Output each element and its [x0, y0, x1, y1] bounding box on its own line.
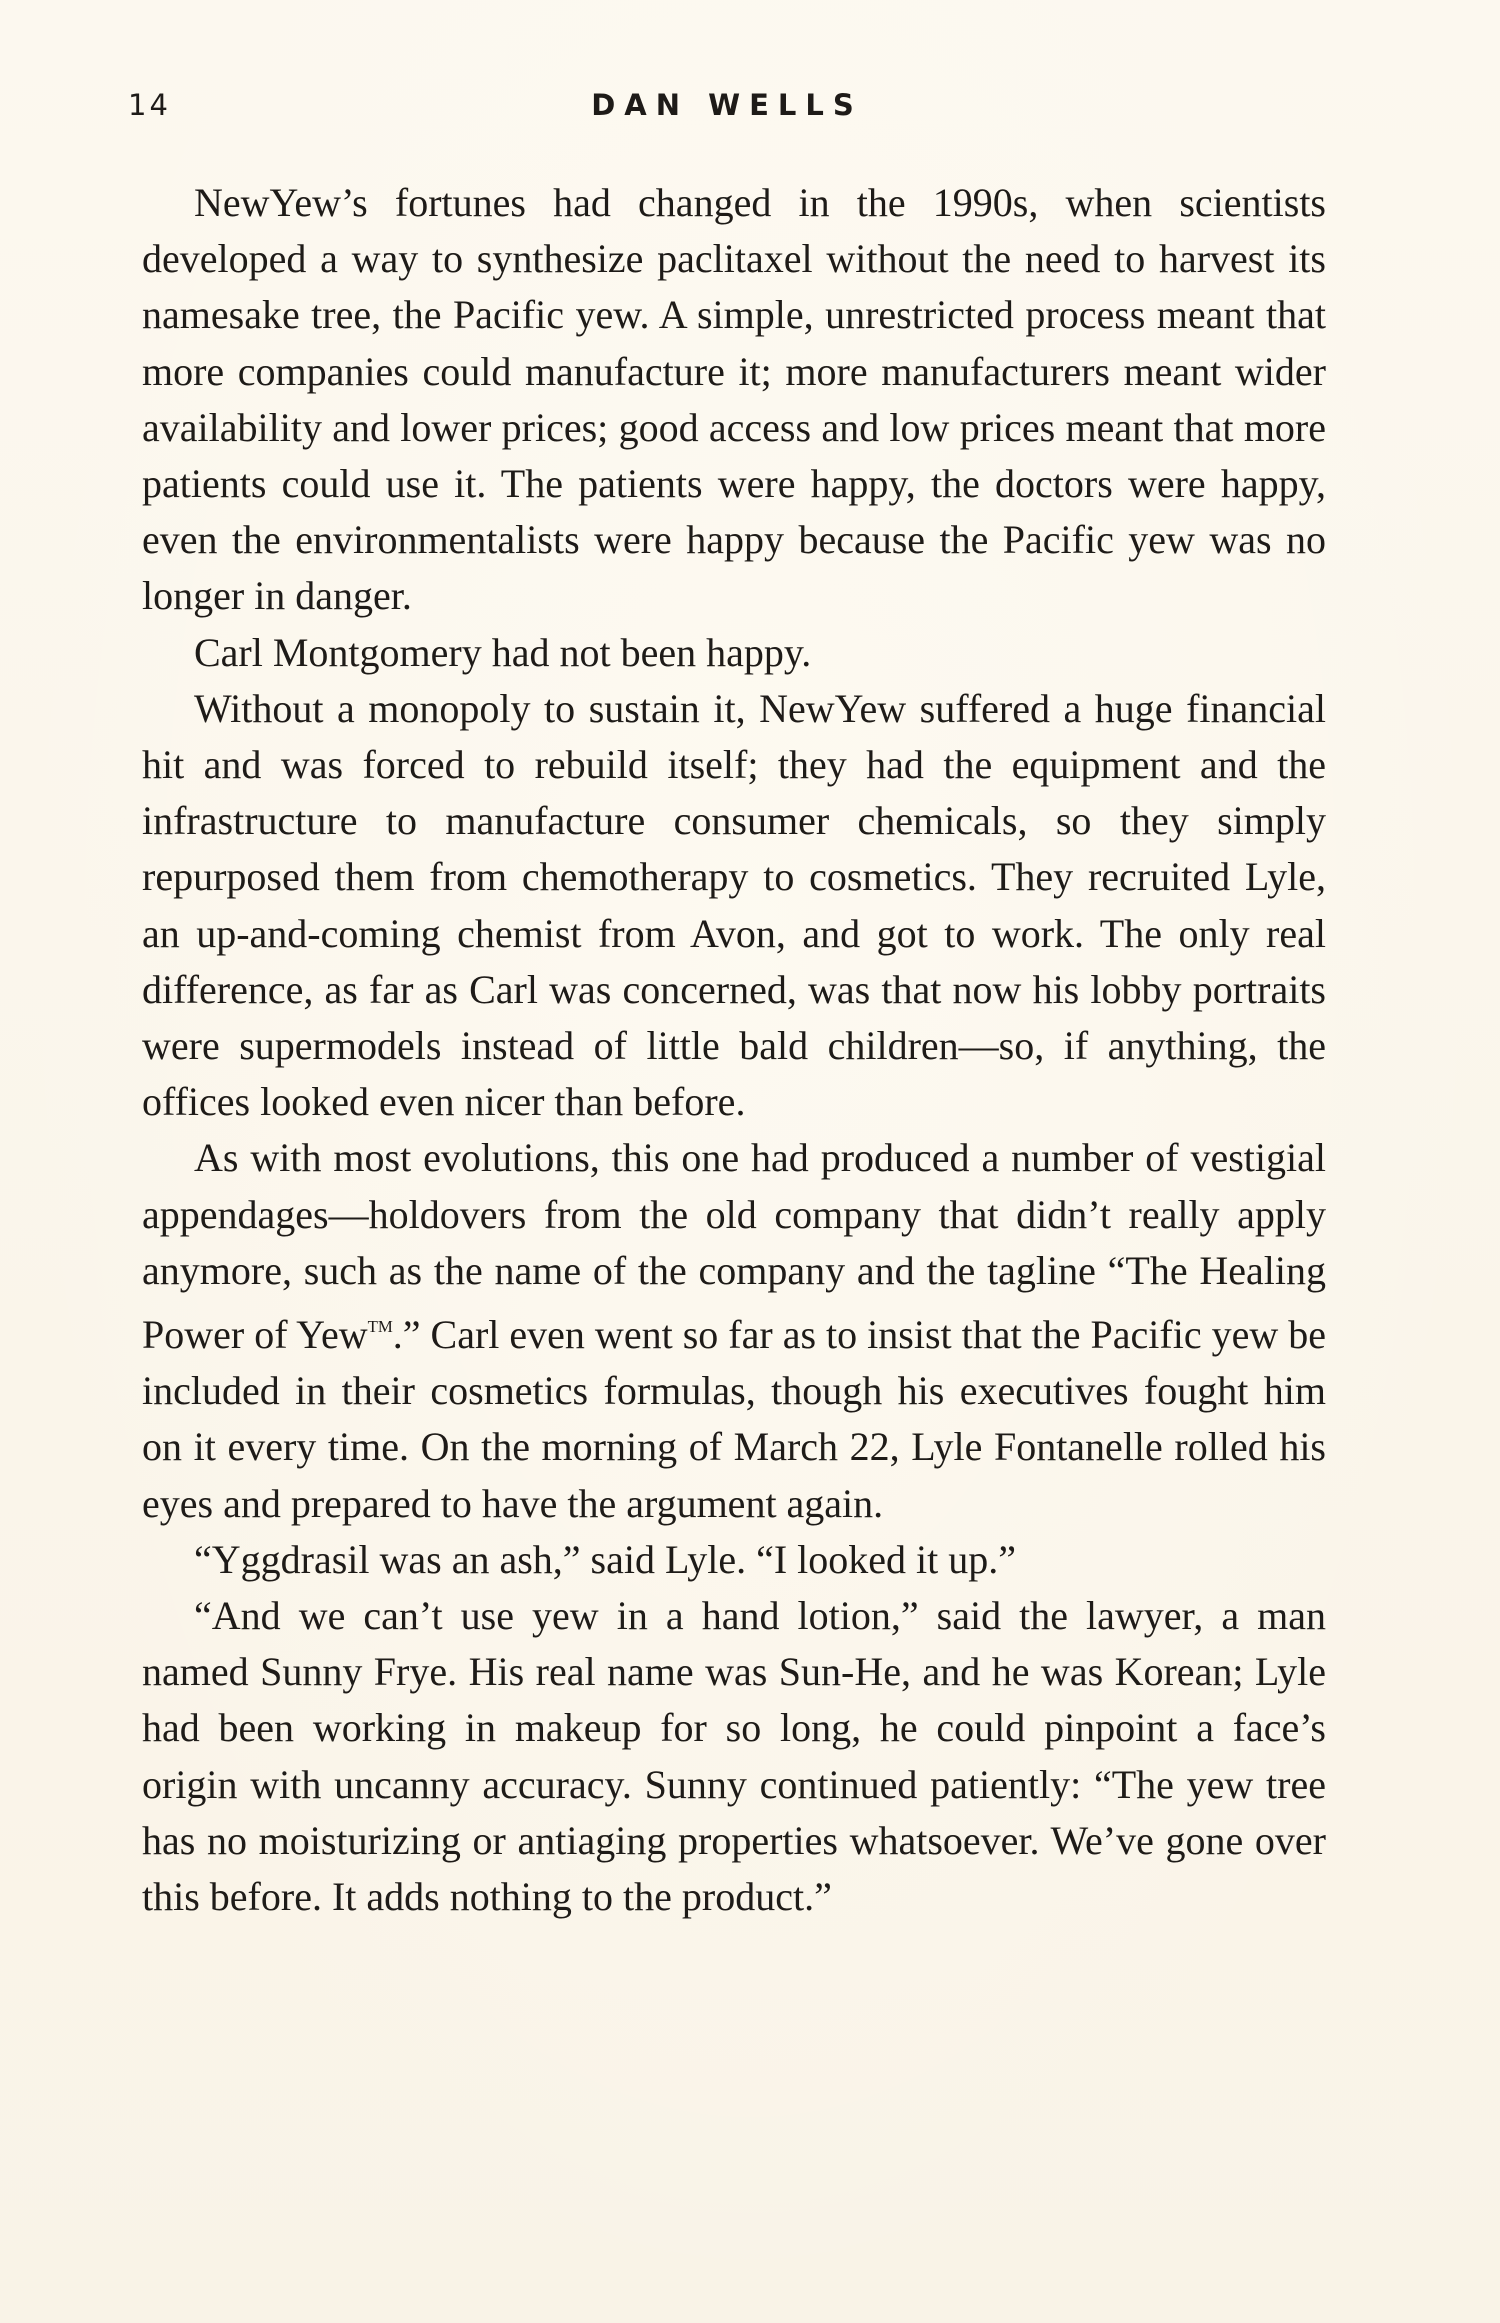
paragraph: NewYew’s fortunes had changed in the 1990s, when scientists developed a way to synthesize paclitaxel without the need to harvest its namesake tree, the Pacific yew. A simple, unrestricted process meant that more companies could manufacture it; more manufacturers meant wider availability and lower prices; good access and low prices meant that more patients could use it. The patients were happy, the doctors were happy, even the environmentalists were happy because the Pacific yew was no longer in danger. — [142, 180, 1326, 619]
paragraph: Carl Montgomery had not been happy. — [194, 629, 812, 675]
paragraph: Without a monopoly to sustain it, NewYew suffered a huge financial hit and was forced to rebuild itself; they had the equipment and the infrastructure to manufacture consumer chemicals, so they simply repurposed them from chemotherapy to cosmetics. They recruited Lyle, an up-and-coming chemist from Avon, and got to work. The only real difference, as far as Carl was concerned, was that now his lobby portraits were supermodels instead of little bald children—so, if anything, the offices looked even nicer than before. — [142, 685, 1326, 1125]
paragraph: “And we can’t use yew in a hand lotion,” said the lawyer, a man named Sunny Frye. His real name was Sun-He, and he was Korean; Lyle had been working in makeup for so long, he could pinpoint a face’s origin with uncanny accuracy. Sunny continued patiently: “The yew tree has no moisturizing or antiaging properties whatsoever. We’ve gone over this before. It adds nothing to the product.” — [142, 1593, 1326, 1920]
trademark-symbol: TM — [367, 1317, 393, 1337]
running-head — [128, 88, 1326, 128]
paragraph-text: As with most evolutions, this one had produced a number of vestigial appendages—holdovers from the old company that didn’t really apply anymore, such as the name of the company and the tagline “The Healing Power of Yew — [142, 1135, 1326, 1358]
body-text — [142, 175, 1326, 1925]
running-head-author: DAN WELLS — [591, 88, 863, 122]
paragraph: “Yggdrasil was an ash,” said Lyle. “I looked it up.” — [194, 1536, 1016, 1582]
paragraph — [142, 1130, 1326, 1531]
page-number: 14 — [128, 88, 171, 122]
paragraph-text: .” Carl even went so far as to insist that the Pacific yew be included in their cosmetics formulas, though his executives fought him on it every time. On the morning of March 22, Lyle Fontanelle rolled his eyes and prepared to have the argument again. — [142, 1312, 1326, 1526]
